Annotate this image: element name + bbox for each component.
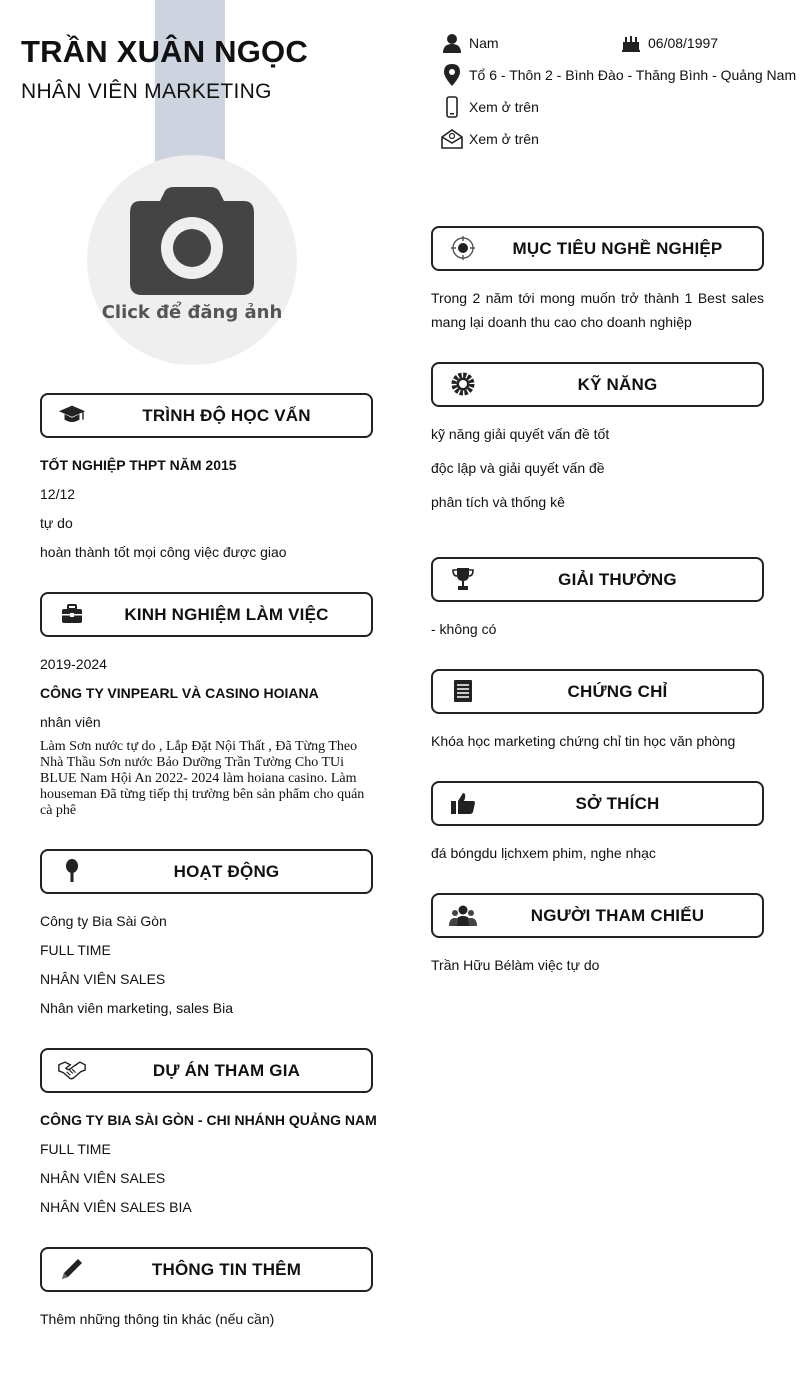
contact-birthday[interactable] <box>620 32 718 54</box>
address-value: Tổ 6 - Thôn 2 - Bình Đào - Thăng Bình - Quảng Nam <box>469 67 797 83</box>
education-school[interactable]: TỐT NGHIỆP THPT NĂM 2015 <box>40 457 237 473</box>
contact-phone[interactable] <box>441 96 539 118</box>
contact-address[interactable] <box>441 64 796 86</box>
education-grade[interactable]: 12/12 <box>40 486 76 502</box>
activities-org[interactable]: Công ty Bia Sài Gòn <box>40 913 167 929</box>
photo-upload-label: Click để đăng ảnh <box>101 302 283 323</box>
awards-text[interactable]: - không có <box>431 621 497 637</box>
more-info-header <box>40 1247 373 1292</box>
email-icon <box>441 128 463 150</box>
gender-value: Nam <box>469 35 499 51</box>
skill-item[interactable]: phân tích và thống kê <box>431 494 565 510</box>
activities-description[interactable]: Nhân viên marketing, sales Bia <box>40 1000 233 1016</box>
hobbies-header <box>431 781 764 826</box>
experience-company[interactable]: CÔNG TY VINPEARL VÀ CASINO HOIANA <box>40 685 319 701</box>
hobbies-title: SỞ THÍCH <box>575 794 660 813</box>
certificates-header <box>431 669 764 714</box>
objective-text[interactable]: Trong 2 năm tới mong muốn trở thành 1 Best sales mang lại doanh thu cao cho doanh nghiệp <box>431 290 764 330</box>
skills-title: KỸ NĂNG <box>577 375 658 394</box>
objective-header <box>431 226 764 271</box>
projects-header <box>40 1048 373 1093</box>
activities-type[interactable]: FULL TIME <box>40 942 111 958</box>
candidate-name[interactable]: TRẦN XUÂN NGỌC <box>21 34 308 69</box>
activities-title: HOẠT ĐỘNG <box>173 862 280 881</box>
camera-icon <box>128 185 256 297</box>
objective-title: MỤC TIÊU NGHỀ NGHIỆP <box>512 239 723 258</box>
contact-gender[interactable] <box>441 32 499 54</box>
awards-title: GIẢI THƯỞNG <box>558 570 677 589</box>
photo-upload[interactable] <box>87 155 297 365</box>
activities-header <box>40 849 373 894</box>
certificates-text[interactable]: Khóa học marketing chứng chỉ tin học văn phòng <box>431 733 736 749</box>
experience-description[interactable]: Làm Sơn nước tự do , Lắp Đặt Nội Thất , Đã Từng Theo Nhà Thầu Sơn nước Bảo Dưỡng Trần Tường Cho TUi BLUE Nam Hội An 2022- 2024 làm hoiana casino. Làm houseman Đã từng tiếp thị trường bên sản phẩm cho quán cà phê <box>40 739 365 818</box>
activities-role[interactable]: NHÂN VIÊN SALES <box>40 971 166 987</box>
projects-company[interactable]: CÔNG TY BIA SÀI GÒN - CHI NHÁNH QUẢNG NAM <box>40 1112 377 1128</box>
phone-value: Xem ở trên <box>469 99 539 115</box>
more-info-title: THÔNG TIN THÊM <box>151 1260 302 1279</box>
phone-icon <box>441 96 463 118</box>
certificates-title: CHỨNG CHỈ <box>567 682 668 701</box>
candidate-position[interactable]: NHÂN VIÊN MARKETING <box>21 80 272 103</box>
skills-header <box>431 362 764 407</box>
contact-email[interactable] <box>441 128 539 150</box>
experience-title: KINH NGHIỆM LÀM VIỆC <box>124 605 329 624</box>
projects-role[interactable]: NHÂN VIÊN SALES <box>40 1170 166 1186</box>
references-header <box>431 893 764 938</box>
location-pin-icon <box>441 64 463 86</box>
hobbies-text[interactable]: đá bóngdu lịchxem phim, nghe nhạc <box>431 845 656 861</box>
projects-description[interactable]: NHÂN VIÊN SALES BIA <box>40 1199 192 1215</box>
projects-type[interactable]: FULL TIME <box>40 1141 111 1157</box>
experience-header <box>40 592 373 637</box>
experience-role[interactable]: nhân viên <box>40 714 101 730</box>
education-header <box>40 393 373 438</box>
more-info-text[interactable]: Thêm những thông tin khác (nếu cần) <box>40 1311 275 1327</box>
user-icon <box>441 32 463 54</box>
education-note[interactable]: hoàn thành tốt mọi công việc được giao <box>40 544 287 560</box>
birthday-value: 06/08/1997 <box>648 35 719 51</box>
cake-icon <box>620 32 642 54</box>
experience-period[interactable]: 2019-2024 <box>40 656 107 672</box>
references-title: NGƯỜI THAM CHIẾU <box>530 906 705 925</box>
projects-title: DỰ ÁN THAM GIA <box>152 1061 301 1080</box>
awards-header <box>431 557 764 602</box>
skill-item[interactable]: độc lập và giải quyết vấn đề <box>431 460 605 476</box>
education-major[interactable]: tự do <box>40 515 73 531</box>
references-text[interactable]: Trần Hữu Bélàm việc tự do <box>431 957 600 973</box>
email-value: Xem ở trên <box>469 131 539 147</box>
education-title: TRÌNH ĐỘ HỌC VẤN <box>142 406 311 425</box>
skill-item[interactable]: kỹ năng giải quyết vấn đề tốt <box>431 426 610 442</box>
